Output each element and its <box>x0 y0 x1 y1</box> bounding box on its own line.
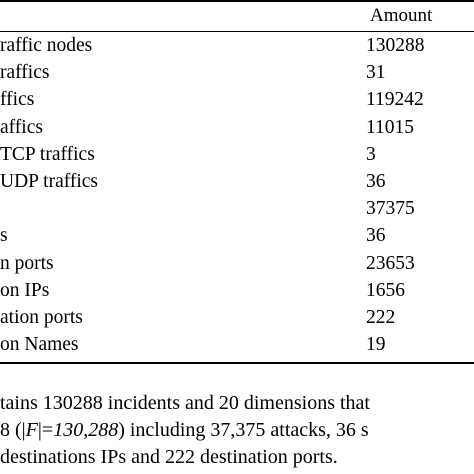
table-row <box>0 88 474 115</box>
row-amount: 222 <box>366 306 396 328</box>
table-body <box>0 34 474 360</box>
row-amount: 119242 <box>366 89 424 111</box>
table-row <box>0 279 474 306</box>
table-row <box>0 224 474 251</box>
row-label: s <box>0 225 8 247</box>
row-amount: 130288 <box>366 35 425 56</box>
row-label: raffic nodes <box>0 35 93 56</box>
row-amount: 37375 <box>366 198 415 220</box>
row-label: UDP traffics <box>0 170 99 192</box>
row-label: affics <box>0 116 43 138</box>
table-row <box>0 170 474 197</box>
table-caption <box>0 390 474 471</box>
caption-line-1: tains 130288 incidents and 20 dimensions that <box>0 392 370 414</box>
row-amount: 36 <box>366 225 386 247</box>
row-label: ffics <box>0 89 35 111</box>
row-label: n ports <box>0 252 54 274</box>
table-top-rule <box>0 0 474 2</box>
table-row <box>0 252 474 279</box>
row-amount: 1656 <box>366 279 405 301</box>
row-amount: 31 <box>366 62 386 84</box>
row-amount: 19 <box>366 334 386 356</box>
table-row <box>0 306 474 333</box>
table-header-rule <box>0 31 474 32</box>
row-label: raffics <box>0 62 50 84</box>
caption-line-2: 8 (|F|=130,288) including 37,375 attacks, 36 s <box>0 419 369 441</box>
table-row <box>0 61 474 88</box>
table-row <box>0 197 474 224</box>
table-row <box>0 116 474 143</box>
table-row <box>0 333 474 360</box>
table-row <box>0 143 474 170</box>
table-bottom-rule <box>0 362 474 364</box>
row-amount: 36 <box>366 170 386 192</box>
row-label: ation ports <box>0 306 83 328</box>
row-label: on IPs <box>0 279 50 301</box>
column-header-amount: Amount <box>370 5 433 26</box>
row-amount: 3 <box>366 143 376 165</box>
row-label: on Names <box>0 334 79 356</box>
row-amount: 11015 <box>366 116 415 138</box>
caption-line-3: destinations IPs and 222 destination ports. <box>0 446 338 468</box>
row-amount: 23653 <box>366 252 415 274</box>
table-row <box>0 34 474 61</box>
row-label: TCP traffics <box>0 143 95 165</box>
